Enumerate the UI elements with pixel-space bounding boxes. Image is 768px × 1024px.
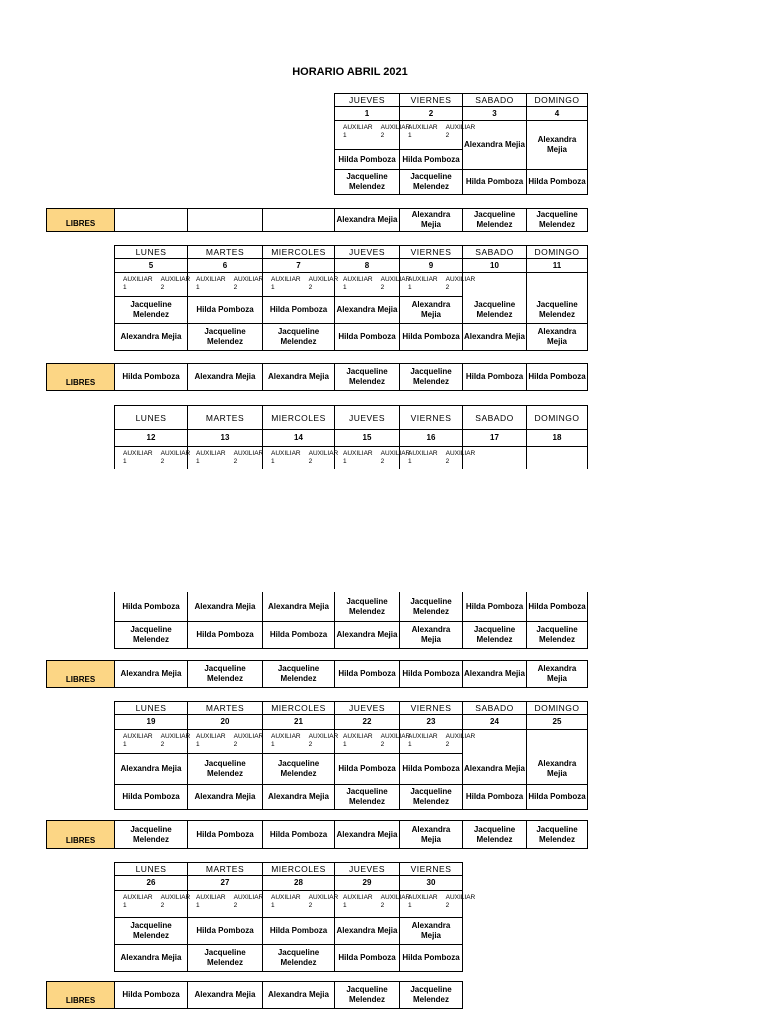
auxiliar-1-label: AUXILIAR 1 bbox=[123, 894, 153, 909]
date-cell: 29 bbox=[334, 875, 400, 891]
auxiliar-1-label: AUXILIAR 1 bbox=[343, 450, 373, 465]
auxiliar-2-label: AUXILIAR 2 bbox=[380, 733, 411, 748]
shift-cell: Hilda Pomboza bbox=[114, 592, 188, 622]
day-header-domingo: DOMINGO bbox=[526, 405, 588, 430]
shift-cell: Alexandra Mejia bbox=[526, 120, 588, 170]
shift-cell: Hilda Pomboza bbox=[334, 753, 400, 785]
auxiliar-cell bbox=[187, 729, 263, 754]
auxiliar-2-label: AUXILIAR 2 bbox=[308, 894, 339, 909]
shift-cell: Jacqueline Melendez bbox=[262, 944, 335, 972]
day-header-viernes: VIERNES bbox=[399, 93, 463, 107]
date-cell: 14 bbox=[262, 429, 335, 447]
auxiliar-cell bbox=[334, 729, 411, 754]
libres-label: LIBRES bbox=[46, 820, 115, 849]
date-cell: 3 bbox=[462, 106, 527, 121]
auxiliar-1-label: AUXILIAR 1 bbox=[196, 733, 226, 748]
auxiliar-1-label: AUXILIAR 1 bbox=[196, 450, 226, 465]
shift-cell: Jacqueline Melendez bbox=[334, 169, 400, 195]
auxiliar-cell bbox=[334, 120, 411, 150]
shift-cell: Hilda Pomboza bbox=[114, 784, 188, 810]
libres-cell: Alexandra Mejia bbox=[262, 981, 335, 1009]
auxiliar-2-label: AUXILIAR 2 bbox=[380, 450, 411, 465]
auxiliar-cell bbox=[262, 890, 339, 918]
shift-cell: Alexandra Mejia bbox=[334, 296, 400, 324]
shift-cell: Hilda Pomboza bbox=[399, 323, 463, 351]
day-header-martes: MARTES bbox=[187, 862, 263, 876]
date-cell: 18 bbox=[526, 429, 588, 447]
date-cell: 8 bbox=[334, 258, 400, 273]
libres-cell bbox=[187, 208, 263, 232]
date-cell: 2 bbox=[399, 106, 463, 121]
date-cell: 1 bbox=[334, 106, 400, 121]
libres-cell: Hilda Pomboza bbox=[526, 363, 588, 391]
day-header-miercoles: MIERCOLES bbox=[262, 405, 335, 430]
shift-cell: Alexandra Mejia bbox=[114, 753, 188, 785]
libres-cell: Jacqueline Melendez bbox=[526, 820, 588, 849]
day-header-miercoles: MIERCOLES bbox=[262, 245, 335, 259]
shift-cell: Jacqueline Melendez bbox=[262, 323, 335, 351]
blank-cell bbox=[462, 446, 527, 469]
auxiliar-cell bbox=[399, 272, 476, 297]
libres-cell: Hilda Pomboza bbox=[334, 660, 400, 688]
shift-cell: Hilda Pomboza bbox=[187, 917, 263, 945]
date-cell: 30 bbox=[399, 875, 463, 891]
auxiliar-cell bbox=[399, 120, 476, 150]
date-cell: 20 bbox=[187, 714, 263, 730]
shift-cell: Jacqueline Melendez bbox=[399, 169, 463, 195]
auxiliar-2-label: AUXILIAR 2 bbox=[308, 276, 339, 291]
day-header-jueves: JUEVES bbox=[334, 701, 400, 715]
auxiliar-cell bbox=[399, 729, 476, 754]
day-header-miercoles: MIERCOLES bbox=[262, 701, 335, 715]
libres-cell: Hilda Pomboza bbox=[114, 363, 188, 391]
day-header-domingo: DOMINGO bbox=[526, 701, 588, 715]
day-header-domingo: DOMINGO bbox=[526, 93, 588, 107]
shift-cell: Alexandra Mejia bbox=[399, 917, 463, 945]
blank-cell bbox=[462, 272, 527, 297]
day-header-lunes: LUNES bbox=[114, 862, 188, 876]
shift-cell: Hilda Pomboza bbox=[334, 149, 400, 170]
shift-cell: Jacqueline Melendez bbox=[114, 917, 188, 945]
auxiliar-1-label: AUXILIAR 1 bbox=[123, 733, 153, 748]
date-cell: 10 bbox=[462, 258, 527, 273]
shift-cell: Hilda Pomboza bbox=[187, 621, 263, 649]
auxiliar-2-label: AUXILIAR 2 bbox=[445, 124, 476, 139]
auxiliar-2-label: AUXILIAR 2 bbox=[380, 124, 411, 139]
libres-cell: Jacqueline Melendez bbox=[526, 208, 588, 232]
shift-cell: Jacqueline Melendez bbox=[114, 296, 188, 324]
blank-cell bbox=[526, 446, 588, 469]
shift-cell: Alexandra Mejia bbox=[399, 296, 463, 324]
libres-cell: Alexandra Mejia bbox=[334, 820, 400, 849]
libres-cell: Jacqueline Melendez bbox=[114, 820, 188, 849]
auxiliar-2-label: AUXILIAR 2 bbox=[308, 733, 339, 748]
shift-cell: Alexandra Mejia bbox=[114, 323, 188, 351]
date-cell: 27 bbox=[187, 875, 263, 891]
shift-cell: Alexandra Mejia bbox=[462, 323, 527, 351]
shift-cell: Alexandra Mejia bbox=[187, 784, 263, 810]
date-cell: 15 bbox=[334, 429, 400, 447]
shift-cell: Hilda Pomboza bbox=[262, 917, 335, 945]
auxiliar-cell bbox=[187, 446, 263, 469]
shift-cell: Alexandra Mejia bbox=[462, 753, 527, 785]
auxiliar-2-label: AUXILIAR 2 bbox=[160, 894, 191, 909]
auxiliar-1-label: AUXILIAR 1 bbox=[408, 733, 438, 748]
shift-cell: Jacqueline Melendez bbox=[462, 296, 527, 324]
auxiliar-2-label: AUXILIAR 2 bbox=[160, 276, 191, 291]
auxiliar-1-label: AUXILIAR 1 bbox=[271, 450, 301, 465]
auxiliar-cell bbox=[262, 446, 339, 469]
shift-cell: Jacqueline Melendez bbox=[187, 944, 263, 972]
shift-cell: Hilda Pomboza bbox=[462, 169, 527, 195]
day-header-martes: MARTES bbox=[187, 701, 263, 715]
auxiliar-2-label: AUXILIAR 2 bbox=[160, 450, 191, 465]
shift-cell: Jacqueline Melendez bbox=[399, 784, 463, 810]
auxiliar-1-label: AUXILIAR 1 bbox=[123, 450, 153, 465]
auxiliar-cell bbox=[114, 272, 191, 297]
day-header-jueves: JUEVES bbox=[334, 245, 400, 259]
auxiliar-1-label: AUXILIAR 1 bbox=[123, 276, 153, 291]
auxiliar-1-label: AUXILIAR 1 bbox=[271, 894, 301, 909]
libres-cell: Hilda Pomboza bbox=[262, 820, 335, 849]
shift-cell: Hilda Pomboza bbox=[526, 592, 588, 622]
libres-cell: Jacqueline Melendez bbox=[399, 981, 463, 1009]
libres-cell: Jacqueline Melendez bbox=[187, 660, 263, 688]
shift-cell: Hilda Pomboza bbox=[334, 944, 400, 972]
shift-cell: Jacqueline Melendez bbox=[187, 753, 263, 785]
shift-cell: Jacqueline Melendez bbox=[262, 753, 335, 785]
auxiliar-1-label: AUXILIAR 1 bbox=[408, 450, 438, 465]
auxiliar-1-label: AUXILIAR 1 bbox=[343, 733, 373, 748]
day-header-sabado: SABADO bbox=[462, 405, 527, 430]
shift-cell: Hilda Pomboza bbox=[526, 169, 588, 195]
libres-cell bbox=[114, 208, 188, 232]
libres-cell: Jacqueline Melendez bbox=[462, 820, 527, 849]
shift-cell: Hilda Pomboza bbox=[399, 753, 463, 785]
day-header-jueves: JUEVES bbox=[334, 405, 400, 430]
blank-cell bbox=[526, 729, 588, 754]
auxiliar-1-label: AUXILIAR 1 bbox=[196, 894, 226, 909]
auxiliar-2-label: AUXILIAR 2 bbox=[380, 894, 411, 909]
date-cell: 25 bbox=[526, 714, 588, 730]
date-cell: 16 bbox=[399, 429, 463, 447]
day-header-lunes: LUNES bbox=[114, 245, 188, 259]
day-header-miercoles: MIERCOLES bbox=[262, 862, 335, 876]
libres-cell: Jacqueline Melendez bbox=[262, 660, 335, 688]
day-header-jueves: JUEVES bbox=[334, 93, 400, 107]
shift-cell: Alexandra Mejia bbox=[462, 120, 527, 170]
auxiliar-cell bbox=[399, 446, 476, 469]
libres-cell bbox=[262, 208, 335, 232]
auxiliar-1-label: AUXILIAR 1 bbox=[343, 894, 373, 909]
libres-cell: Jacqueline Melendez bbox=[399, 363, 463, 391]
auxiliar-2-label: AUXILIAR 2 bbox=[445, 276, 476, 291]
day-header-lunes: LUNES bbox=[114, 405, 188, 430]
day-header-viernes: VIERNES bbox=[399, 701, 463, 715]
day-header-lunes: LUNES bbox=[114, 701, 188, 715]
shift-cell: Hilda Pomboza bbox=[262, 296, 335, 324]
auxiliar-2-label: AUXILIAR 2 bbox=[445, 450, 476, 465]
auxiliar-cell bbox=[187, 890, 263, 918]
auxiliar-2-label: AUXILIAR 2 bbox=[445, 733, 476, 748]
shift-cell: Jacqueline Melendez bbox=[399, 592, 463, 622]
shift-cell: Hilda Pomboza bbox=[262, 621, 335, 649]
libres-label: LIBRES bbox=[46, 660, 115, 688]
libres-cell: Hilda Pomboza bbox=[114, 981, 188, 1009]
libres-cell: Alexandra Mejia bbox=[526, 660, 588, 688]
auxiliar-1-label: AUXILIAR 1 bbox=[343, 276, 373, 291]
libres-label: LIBRES bbox=[46, 981, 115, 1009]
blank-cell bbox=[526, 272, 588, 297]
day-header-sabado: SABADO bbox=[462, 701, 527, 715]
auxiliar-2-label: AUXILIAR 2 bbox=[308, 450, 339, 465]
shift-cell: Hilda Pomboza bbox=[462, 592, 527, 622]
shift-cell: Jacqueline Melendez bbox=[334, 592, 400, 622]
date-cell: 5 bbox=[114, 258, 188, 273]
date-cell: 13 bbox=[187, 429, 263, 447]
libres-cell: Hilda Pomboza bbox=[399, 660, 463, 688]
day-header-viernes: VIERNES bbox=[399, 405, 463, 430]
day-header-martes: MARTES bbox=[187, 245, 263, 259]
date-cell: 28 bbox=[262, 875, 335, 891]
shift-cell: Jacqueline Melendez bbox=[462, 621, 527, 649]
libres-label: LIBRES bbox=[46, 363, 115, 391]
date-cell: 6 bbox=[187, 258, 263, 273]
shift-cell: Jacqueline Melendez bbox=[526, 296, 588, 324]
shift-cell: Hilda Pomboza bbox=[399, 944, 463, 972]
auxiliar-cell bbox=[114, 446, 191, 469]
libres-cell: Alexandra Mejia bbox=[187, 363, 263, 391]
auxiliar-1-label: AUXILIAR 1 bbox=[271, 276, 301, 291]
shift-cell: Alexandra Mejia bbox=[262, 592, 335, 622]
day-header-martes: MARTES bbox=[187, 405, 263, 430]
shift-cell: Jacqueline Melendez bbox=[187, 323, 263, 351]
day-header-sabado: SABADO bbox=[462, 245, 527, 259]
shift-cell: Alexandra Mejia bbox=[526, 323, 588, 351]
date-cell: 24 bbox=[462, 714, 527, 730]
shift-cell: Hilda Pomboza bbox=[399, 149, 463, 170]
auxiliar-2-label: AUXILIAR 2 bbox=[445, 894, 476, 909]
auxiliar-cell bbox=[262, 729, 339, 754]
libres-cell: Jacqueline Melendez bbox=[462, 208, 527, 232]
auxiliar-1-label: AUXILIAR 1 bbox=[343, 124, 373, 139]
shift-cell: Jacqueline Melendez bbox=[526, 621, 588, 649]
day-header-viernes: VIERNES bbox=[399, 862, 463, 876]
shift-cell: Alexandra Mejia bbox=[334, 917, 400, 945]
day-header-domingo: DOMINGO bbox=[526, 245, 588, 259]
auxiliar-1-label: AUXILIAR 1 bbox=[196, 276, 226, 291]
libres-cell: Alexandra Mejia bbox=[399, 208, 463, 232]
shift-cell: Hilda Pomboza bbox=[187, 296, 263, 324]
shift-cell: Alexandra Mejia bbox=[399, 621, 463, 649]
libres-cell: Alexandra Mejia bbox=[399, 820, 463, 849]
libres-cell: Alexandra Mejia bbox=[262, 363, 335, 391]
auxiliar-1-label: AUXILIAR 1 bbox=[408, 124, 438, 139]
blank-cell bbox=[462, 729, 527, 754]
libres-cell: Hilda Pomboza bbox=[187, 820, 263, 849]
shift-cell: Hilda Pomboza bbox=[526, 784, 588, 810]
date-cell: 4 bbox=[526, 106, 588, 121]
date-cell: 11 bbox=[526, 258, 588, 273]
auxiliar-cell bbox=[334, 272, 411, 297]
shift-cell: Alexandra Mejia bbox=[334, 621, 400, 649]
date-cell: 23 bbox=[399, 714, 463, 730]
day-header-jueves: JUEVES bbox=[334, 862, 400, 876]
shift-cell: Hilda Pomboza bbox=[334, 323, 400, 351]
auxiliar-1-label: AUXILIAR 1 bbox=[408, 894, 438, 909]
auxiliar-cell bbox=[187, 272, 263, 297]
auxiliar-1-label: AUXILIAR 1 bbox=[271, 733, 301, 748]
auxiliar-2-label: AUXILIAR 2 bbox=[233, 733, 264, 748]
libres-cell: Alexandra Mejia bbox=[462, 660, 527, 688]
libres-cell: Alexandra Mejia bbox=[187, 981, 263, 1009]
shift-cell: Alexandra Mejia bbox=[114, 944, 188, 972]
shift-cell: Jacqueline Melendez bbox=[334, 784, 400, 810]
libres-cell: Hilda Pomboza bbox=[462, 363, 527, 391]
auxiliar-2-label: AUXILIAR 2 bbox=[160, 733, 191, 748]
auxiliar-cell bbox=[262, 272, 339, 297]
page-title: HORARIO ABRIL 2021 bbox=[292, 66, 408, 78]
shift-cell: Alexandra Mejia bbox=[262, 784, 335, 810]
date-cell: 17 bbox=[462, 429, 527, 447]
date-cell: 12 bbox=[114, 429, 188, 447]
auxiliar-cell bbox=[334, 890, 411, 918]
shift-cell: Alexandra Mejia bbox=[187, 592, 263, 622]
auxiliar-1-label: AUXILIAR 1 bbox=[408, 276, 438, 291]
libres-cell: Alexandra Mejia bbox=[334, 208, 400, 232]
date-cell: 9 bbox=[399, 258, 463, 273]
date-cell: 21 bbox=[262, 714, 335, 730]
shift-cell: Jacqueline Melendez bbox=[114, 621, 188, 649]
date-cell: 7 bbox=[262, 258, 335, 273]
day-header-sabado: SABADO bbox=[462, 93, 527, 107]
date-cell: 26 bbox=[114, 875, 188, 891]
auxiliar-cell bbox=[399, 890, 476, 918]
libres-cell: Jacqueline Melendez bbox=[334, 363, 400, 391]
auxiliar-cell bbox=[334, 446, 411, 469]
auxiliar-cell bbox=[114, 729, 191, 754]
libres-label: LIBRES bbox=[46, 208, 115, 232]
shift-cell: Hilda Pomboza bbox=[462, 784, 527, 810]
auxiliar-2-label: AUXILIAR 2 bbox=[233, 894, 264, 909]
libres-cell: Jacqueline Melendez bbox=[334, 981, 400, 1009]
auxiliar-2-label: AUXILIAR 2 bbox=[233, 276, 264, 291]
shift-cell: Alexandra Mejia bbox=[526, 753, 588, 785]
day-header-viernes: VIERNES bbox=[399, 245, 463, 259]
libres-cell: Alexandra Mejia bbox=[114, 660, 188, 688]
date-cell: 22 bbox=[334, 714, 400, 730]
date-cell: 19 bbox=[114, 714, 188, 730]
auxiliar-2-label: AUXILIAR 2 bbox=[380, 276, 411, 291]
auxiliar-2-label: AUXILIAR 2 bbox=[233, 450, 264, 465]
auxiliar-cell bbox=[114, 890, 191, 918]
